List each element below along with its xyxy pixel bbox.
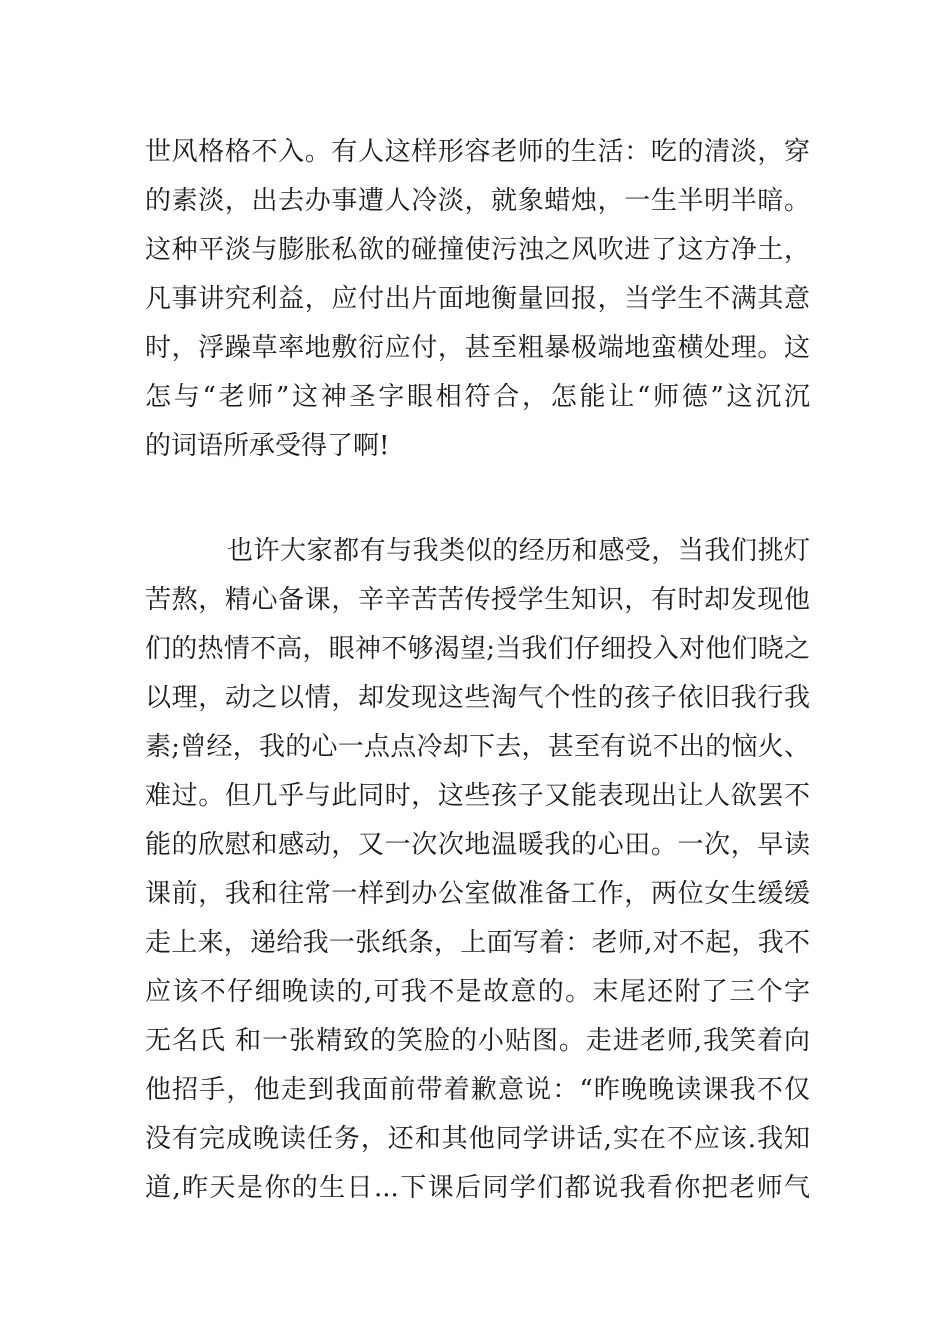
text-line: 以理，动之以情，却发现这些淘气个性的孩子依旧我行我 [145,683,810,713]
text-line: 的词语所承受得了啊! [145,431,390,461]
paragraph-spacer [145,471,810,527]
text-line: 他招手，他走到我面前带着歉意说：“昨晚晚读课我不仅 [145,1075,810,1105]
text-line: 走上来，递给我一张纸条，上面写着：老师,对不起，我不 [145,928,810,958]
text-line: 能的欣慰和感动，又一次次地温暖我的心田。一次，早读 [145,830,810,860]
paragraph-2 [145,527,810,1213]
text-line: 道,昨天是你的生日...下课后同学们都说我看你把老师气 [145,1173,810,1203]
text-line: 们的热情不高，眼神不够渴望;当我们仔细投入对他们晓之 [145,634,810,664]
text-line: 也许大家都有与我类似的经历和感受，当我们挑灯 [227,536,810,566]
text-line: 这种平淡与膨胀私欲的碰撞使污浊之风吹进了这方净土， [145,235,810,265]
text-line: 应该不仔细晚读的,可我不是故意的。末尾还附了三个字 [145,977,810,1007]
text-line: 没有完成晚读任务，还和其他同学讲话,实在不应该.我知 [145,1124,810,1154]
text-line: 课前，我和往常一样到办公室做准备工作，两位女生缓缓 [145,879,810,909]
text-line: 世风格格不入。有人这样形容老师的生活：吃的清淡，穿 [145,137,810,167]
text-line: 的素淡，出去办事遭人冷淡，就象蜡烛，一生半明半暗。 [145,186,810,216]
text-line: 无名氏 和一张精致的笑脸的小贴图。走进老师,我笑着向 [145,1026,810,1056]
document-body [145,128,810,1213]
text-line: 怎与“老师”这神圣字眼相符合，怎能让“师德”这沉沉 [145,382,810,412]
text-line: 时，浮躁草率地敷衍应付，甚至粗暴极端地蛮横处理。这 [145,333,810,363]
text-line: 苦熬，精心备课，辛辛苦苦传授学生知识，有时却发现他 [145,585,810,615]
text-line: 凡事讲究利益，应付出片面地衡量回报，当学生不满其意 [145,284,810,314]
text-line: 素;曾经，我的心一点点冷却下去，甚至有说不出的恼火、 [145,732,810,762]
paragraph-1 [145,128,810,471]
text-line: 难过。但几乎与此同时，这些孩子又能表现出让人欲罢不 [145,781,810,811]
